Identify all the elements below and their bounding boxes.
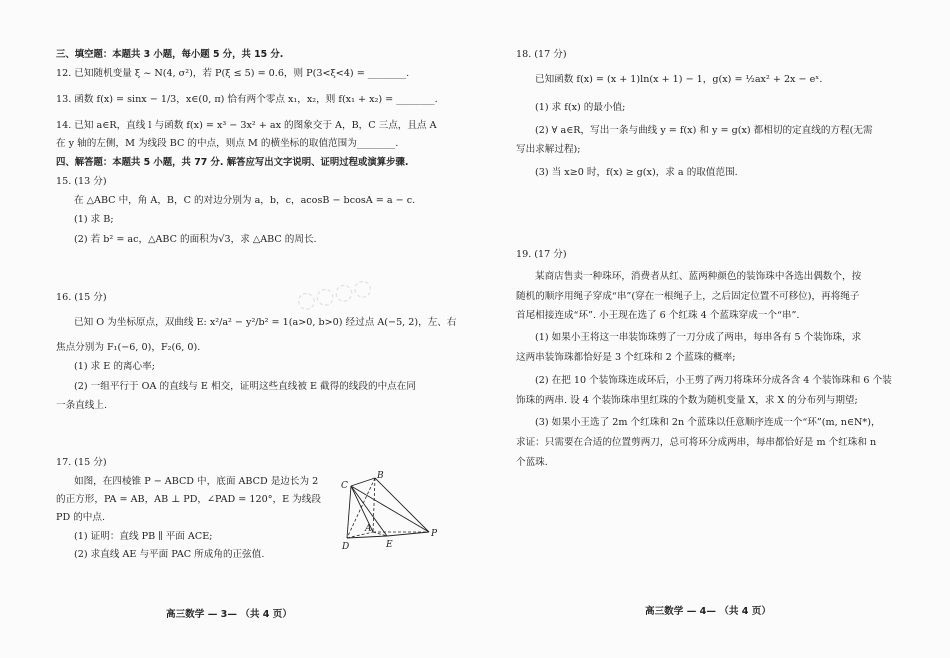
right-page xyxy=(475,0,950,658)
question-19-part2-line2: 饰珠的两串. 设 4 个装饰珠串里红珠的个数为随机变量 X，求 X 的分布列与期望; xyxy=(516,395,858,406)
question-18-part2-line2: 写出求解过程); xyxy=(516,144,581,155)
question-17-stem2: 的正方形，PA = AB，AB ⊥ PD，∠PAD = 120°，E 为线段 xyxy=(56,494,321,505)
question-19-part2-line1: (2) 在把 10 个装饰珠连成环后，小王剪了两刀将珠环分成各含 4 个装饰珠和 6 个装 xyxy=(535,375,892,386)
question-17-part1: (1) 证明：直线 PB ∥ 平面 ACE; xyxy=(74,531,213,542)
vertex-label-a: A xyxy=(365,524,372,534)
vertex-label-b: B xyxy=(377,471,384,481)
watermark-stamp: ◌◌◌◌ xyxy=(294,274,375,315)
question-19-stem2: 随机的顺序用绳子穿成“串”(穿在一根绳子上，之后固定位置不可移位)，再将绳子 xyxy=(516,291,860,302)
question-16-part2-line2: 一条直线上. xyxy=(56,400,108,411)
vertex-label-d: D xyxy=(342,542,350,552)
question-16-part1: (1) 求 E 的离心率; xyxy=(74,361,155,372)
question-18-part3: (3) 当 x≥0 时，f(x) ≥ g(x)，求 a 的取值范围. xyxy=(535,167,738,178)
question-19-stem3: 首尾相接连成“环”. 小王现在选了 6 个红珠 4 个蓝珠穿成一个“串”. xyxy=(516,310,800,321)
vertex-label-c: C xyxy=(341,481,348,491)
question-19-part3-line3: 个蓝珠. xyxy=(516,457,548,468)
question-19-header: 19. (17 分) xyxy=(516,249,567,260)
question-12: 12. 已知随机变量 ξ ~ N(4, σ²)，若 P(ξ ≤ 5) = 0.6，则 P(3<ξ<4) = ________. xyxy=(56,68,410,79)
question-15-part2: (2) 若 b² = ac，△ABC 的面积为√3，求 △ABC 的周长. xyxy=(74,234,317,245)
question-16-part2-line1: (2) 一组平行于 OA 的直线与 E 相交，证明这些直线被 E 截得的线段的中点在同 xyxy=(74,381,416,392)
question-17-stem3: PD 的中点. xyxy=(56,512,106,523)
page-footer-left: 高三数学 — 3— （共 4 页） xyxy=(166,609,292,620)
section4-heading: 四、解答题：本题共 5 小题，共 77 分. 解答应写出文字说明、证明过程或演算步骤. xyxy=(56,157,409,168)
question-16-header: 16. (15 分) xyxy=(56,292,107,303)
question-15-part1: (1) 求 B; xyxy=(74,214,114,225)
question-18-part1: (1) 求 f(x) 的最小值; xyxy=(535,102,626,113)
question-19-part3-line2: 求证：只需要在合适的位置剪两刀，总可将环分成两串，每串都恰好是 m 个红珠和 n xyxy=(516,437,877,448)
question-18-header: 18. (17 分) xyxy=(516,49,567,60)
question-18-part2-line1: (2) ∀ a∈R，写出一条与曲线 y = f(x) 和 y = g(x) 都相切的定直线的方程(无需 xyxy=(535,125,873,136)
question-17-stem1: 如图，在四棱锥 P − ABCD 中，底面 ABCD 是边长为 2 xyxy=(74,476,319,487)
question-16-stem1: 已知 O 为坐标原点，双曲线 E: x²/a² − y²/b² = 1(a>0, b>0) 经过点 A(−5, 2)，左、右 xyxy=(74,317,457,328)
vertex-label-p: P xyxy=(431,529,438,539)
question-18-stem: 已知函数 f(x) = (x + 1)ln(x + 1) − 1，g(x) = ½ax² + 2x − eˣ. xyxy=(535,74,823,85)
question-14-line2: 在 y 轴的左侧，M 为线段 BC 的中点，则点 M 的横坐标的取值范围为________. xyxy=(56,138,399,149)
question-19-stem1: 某商店售卖一种珠环，消费者从红、蓝两种颜色的装饰珠中各选出偶数个，按 xyxy=(535,271,862,282)
section3-heading: 三、填空题：本题共 3 小题，每小题 5 分，共 15 分. xyxy=(56,49,284,60)
question-19-part1-line1: (1) 如果小王将这一串装饰珠剪了一刀分成了两串，每串各有 5 个装饰珠，求 xyxy=(535,332,862,343)
vertex-label-e: E xyxy=(386,540,393,550)
page-footer-right: 高三数学 — 4— （共 4 页） xyxy=(645,606,771,617)
question-19-part3-line1: (3) 如果小王选了 2m 个红珠和 2n 个蓝珠以任意顺序连成一个“环”(m, n∈N*)， xyxy=(535,417,881,428)
question-17-part2: (2) 求直线 AE 与平面 PAC 所成角的正弦值. xyxy=(74,549,265,560)
question-15-header: 15. (13 分) xyxy=(56,176,107,187)
question-16-stem2: 焦点分别为 F₁(−6, 0)，F₂(6, 0). xyxy=(56,342,201,353)
pyramid-figure xyxy=(335,470,445,552)
question-14-line1: 14. 已知 a∈R，直线 l 与函数 f(x) = x³ − 3x² + ax 的图象交于 A，B，C 三点，且点 A xyxy=(56,120,437,131)
question-17-header: 17. (15 分) xyxy=(56,457,107,468)
question-13: 13. 函数 f(x) = sinx − 1/3，x∈(0, π) 恰有两个零点 x₁，x₂，则 f(x₁ + x₂) = ________. xyxy=(56,94,438,105)
question-19-part1-line2: 这两串装饰珠都恰好是 3 个红珠和 2 个蓝珠的概率; xyxy=(516,352,736,363)
question-15-stem: 在 △ABC 中，角 A，B，C 的对边分别为 a，b，c，acosB − bcosA = a − c. xyxy=(74,195,416,206)
